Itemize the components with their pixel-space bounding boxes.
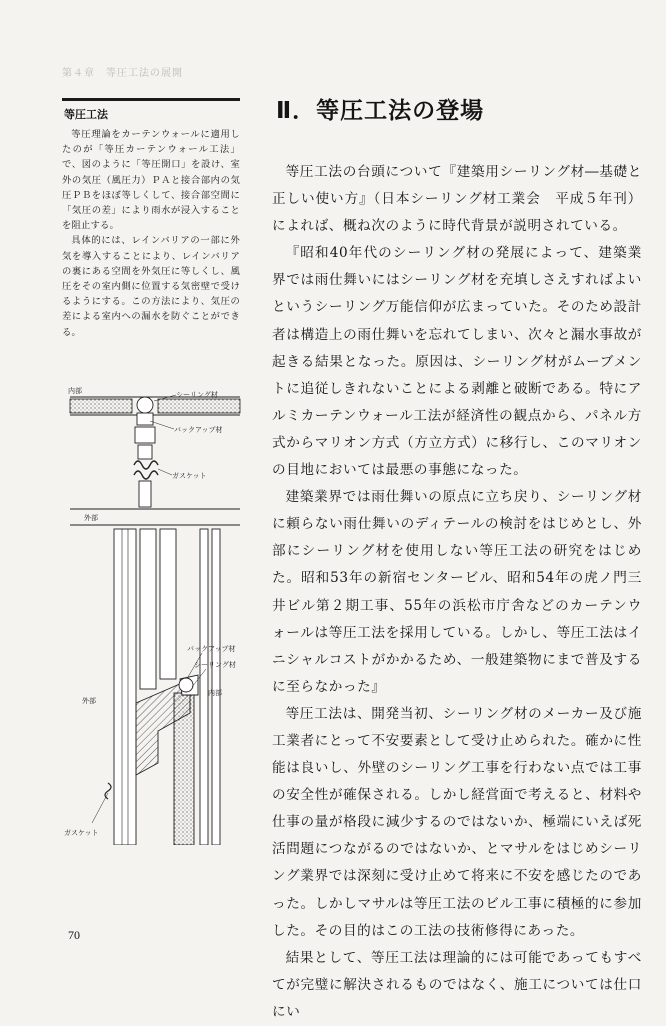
body-paragraph: 等圧工法は、開発当初、シーリング材のメーカー及び施工業者にとって不安要素として受け止められた。確かに性能は良いし、外壁のシーリング工事を行わない点では工事の安全性が確保される。しかし経営面で考えると、材料や仕事の量が格段に減少するのではないか、極端にいえば死活問題につながるのではないか、とマサルをはじめシーリング業界では深刻に受け止めて将来に不安を感じたのであった。しかしマサルは等圧工法のビル工事に積極的に参加した。その目的はこの工法の技術修得にあった。 (272, 705, 642, 939)
running-header: 第４章 等圧工法の展開 (62, 68, 183, 79)
joint-detail-figure (62, 383, 244, 845)
bottom-outer-label: 外部 (82, 697, 96, 705)
sidebar-title: 等圧工法 (64, 108, 108, 121)
bottom-gasket-label: ガスケット (64, 829, 99, 837)
section-title: Ⅱ．等圧工法の登場 (276, 98, 485, 124)
body-paragraph: 等圧工法の台頭について『建築用シーリング材―基礎と正しい使い方』（日本シーリング材工業会 平成５年刊）によれば、概ね次のように時代背景が説明されている。 (272, 164, 642, 235)
page-number: 70 (68, 928, 80, 942)
top-sealant-label: シーリング材 (176, 391, 218, 399)
sidebar-note (62, 98, 240, 340)
main-article (272, 92, 642, 1026)
bottom-inner-label: 内部 (208, 689, 222, 697)
sidebar-rule (62, 98, 240, 101)
sidebar-paragraph: 具体的には、レインバリアの一部に外気を導入することにより、レインバリアの裏にある空間を外気圧に等しくし、風圧をその室内側に位置する気密壁で受けるようにする。この方法により、気圧の差による室内への漏水を防ぐことができる。 (62, 235, 240, 338)
top-backup-label: バックアップ材 (174, 426, 223, 434)
body-paragraph: 建築業界では雨仕舞いの原点に立ち戻り、シーリング材に頼らない雨仕舞いのディテールの検討をはじめとし、外部にシーリング材を使用しない等圧工法の研究をはじめた。昭和53年の新宿センタービル、昭和54年の虎ノ門三井ビル第２期工事、55年の浜松市庁舎などのカーテンウォールは等圧工法を採用している。しかし、等圧工法はイニシャルコストがかかるため、一般建築物にまで普及するに至らなかった』 (272, 489, 642, 695)
top-gasket-label: ガスケット (172, 472, 207, 480)
joint-detail-drawing (62, 383, 244, 845)
body-paragraph: 『昭和40年代のシーリング材の発展によって、建築業界では雨仕舞いにはシーリング材を充填しさえすればよいというシーリング万能信仰が広まっていた。そのため設計者は構造上の雨仕舞いを忘れてしまい、次々と漏水事故が起きる結果となった。原因は、シーリング材がムーブメントに追従しきれないことによる剥離と破断である。特にアルミカーテンウォール工法が経済性の観点から、パネル方式からマリオン方式（方立方式）に移行し、このマリオンの目地においては最悪の事態になった。 (272, 245, 642, 479)
bottom-joint-detail (64, 525, 240, 845)
body-paragraph: 結果として、等圧工法は理論的には可能であってもすべてが完璧に解決されるものではなく、施工については仕口にい (272, 949, 642, 1020)
top-joint-detail (68, 386, 240, 522)
bottom-backup-label: バックアップ材 (187, 645, 236, 653)
top-outer-label: 外部 (84, 514, 98, 522)
bottom-sealant-label: シーリング材 (194, 661, 236, 669)
sidebar-paragraph: 等圧理論をカーテンウォールに適用したのが「等圧カーテンウォール工法」で、図のように「等圧開口」を設け、室外の気圧（風圧力）ＰＡと接合部内の気圧ＰＢをほぼ等しくして、接合部空間に「気圧の差」により雨水が浸入することを阻止する。 (62, 129, 240, 232)
top-inner-label: 内部 (68, 387, 82, 395)
